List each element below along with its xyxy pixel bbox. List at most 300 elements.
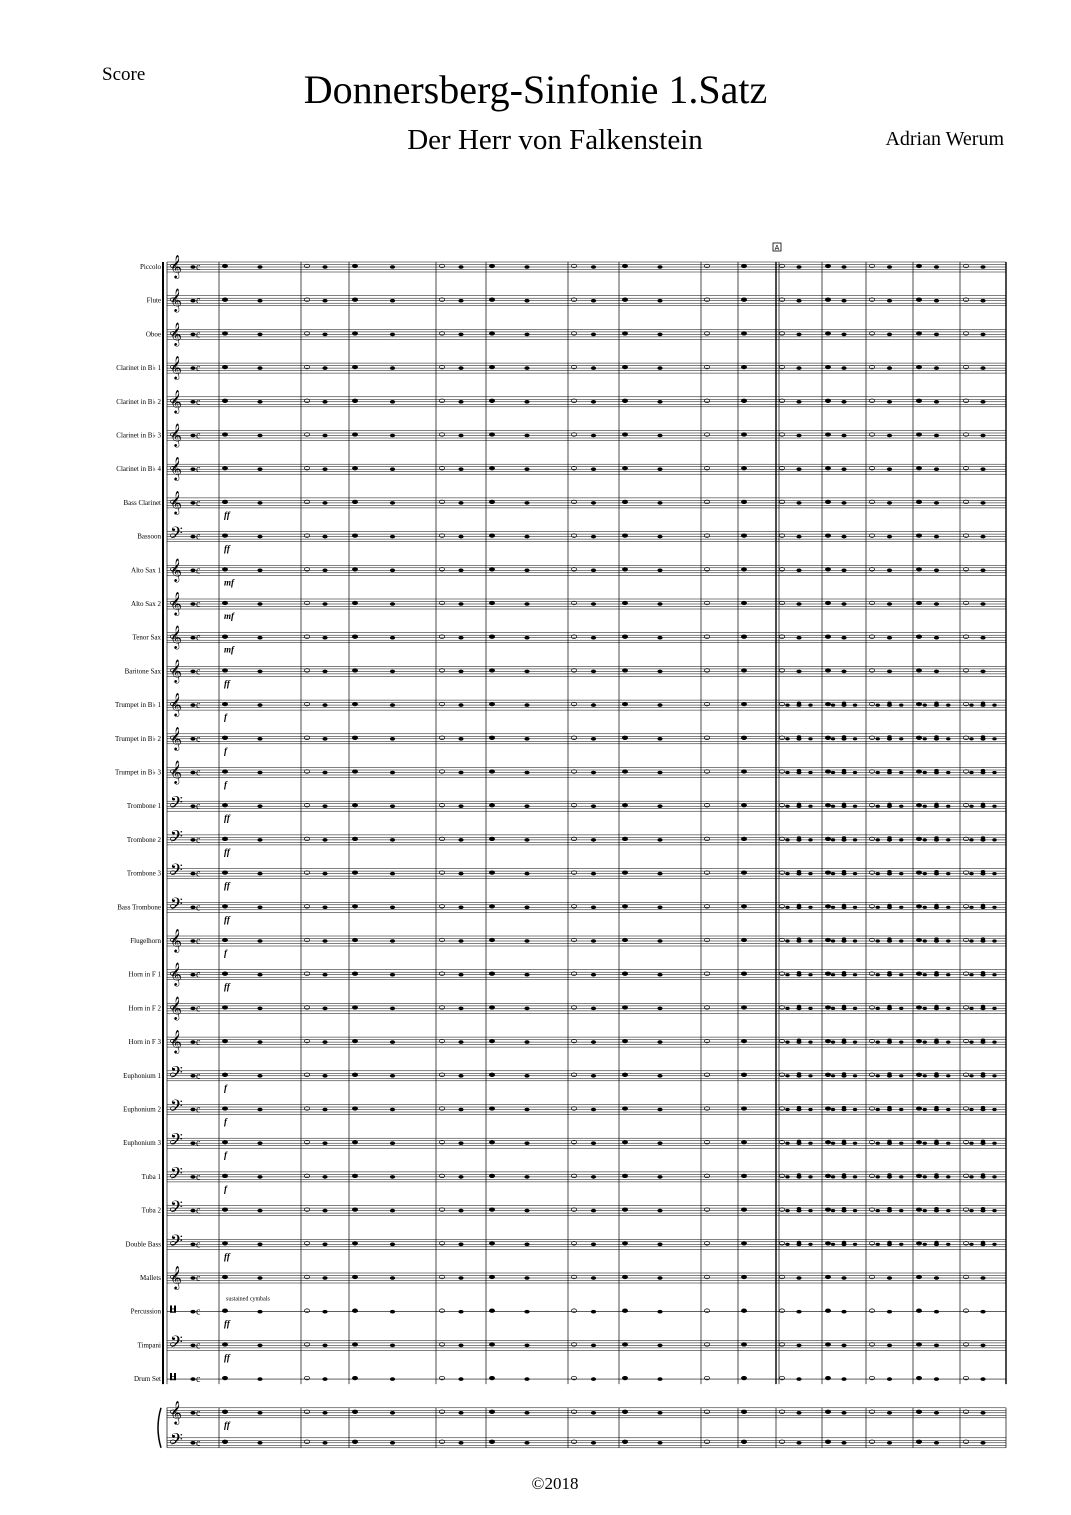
instrument-name: Euphonium 1 <box>123 1071 161 1080</box>
note-head <box>785 1074 789 1077</box>
note-head <box>489 938 494 942</box>
note-head <box>946 1142 950 1145</box>
note-head <box>524 1074 529 1078</box>
note-head <box>980 333 985 337</box>
note-head <box>797 1140 801 1143</box>
note-head <box>190 1243 195 1247</box>
note-head <box>842 836 846 839</box>
note-head <box>741 1006 746 1010</box>
dynamic-marking: f <box>224 712 227 723</box>
note-head <box>458 569 463 573</box>
note-head <box>489 500 494 504</box>
note-head <box>489 466 494 470</box>
note-head <box>853 906 857 909</box>
note-head <box>190 1007 195 1011</box>
note-head <box>916 298 921 302</box>
note-head <box>946 805 950 808</box>
clef-icon: 𝄞 <box>170 388 182 413</box>
note-head <box>622 601 627 605</box>
note-head <box>390 1411 395 1415</box>
note-head <box>980 1344 985 1348</box>
note-head <box>981 1039 985 1042</box>
note-head <box>741 1309 746 1313</box>
note-head <box>390 1377 395 1381</box>
note-head <box>352 635 357 639</box>
note-head <box>591 1108 596 1112</box>
note-head <box>934 1241 938 1244</box>
note-head <box>796 602 801 606</box>
note-head <box>524 636 529 640</box>
note-head <box>831 1209 835 1212</box>
note-head <box>887 400 892 404</box>
note-head <box>934 366 939 370</box>
note-head <box>797 803 801 806</box>
note-head <box>741 871 746 875</box>
note-head <box>934 803 938 806</box>
instrument-name: Trumpet in B♭ 1 <box>114 701 161 710</box>
note-head <box>916 1309 921 1313</box>
clef-icon: 𝄢 <box>170 522 183 547</box>
note-head <box>887 1344 892 1348</box>
note-head <box>322 906 327 910</box>
note-head <box>981 1207 985 1210</box>
note-head <box>390 1209 395 1213</box>
note-head <box>934 1072 938 1075</box>
note-head <box>458 771 463 775</box>
note-head <box>831 906 835 909</box>
note-head <box>934 971 938 974</box>
note-head <box>489 736 494 740</box>
note-head <box>622 1376 627 1380</box>
note-head <box>741 534 746 538</box>
note-head <box>390 1276 395 1280</box>
note-head <box>458 1411 463 1415</box>
note-head <box>797 836 801 839</box>
note-head <box>831 1243 835 1246</box>
note-head <box>257 1175 262 1179</box>
note-head <box>222 1275 227 1279</box>
time-signature: c <box>196 599 201 610</box>
note-head <box>657 670 662 674</box>
note-head <box>992 1074 996 1077</box>
dynamic-marking: ff <box>224 509 230 520</box>
note-head <box>591 1074 596 1078</box>
note-head <box>969 838 973 841</box>
note-head <box>796 366 801 370</box>
note-head <box>190 299 195 303</box>
note-head <box>591 1441 596 1445</box>
note-head <box>322 434 327 438</box>
note-head <box>841 400 846 404</box>
note-head <box>741 1275 746 1279</box>
note-head <box>190 1141 195 1145</box>
note-head <box>458 838 463 842</box>
note-head <box>741 1107 746 1111</box>
note-head <box>796 636 801 640</box>
instrument-name: Trombone 3 <box>126 869 161 878</box>
note-head <box>876 1074 880 1077</box>
note-head <box>657 467 662 471</box>
note-head <box>992 838 996 841</box>
instrument-name: Clarinet in B♭ 4 <box>116 465 161 474</box>
note-head <box>622 1343 627 1347</box>
note-head <box>352 1039 357 1043</box>
dynamic-marking: f <box>224 1150 227 1161</box>
note-head <box>390 636 395 640</box>
note-head <box>981 1241 985 1244</box>
note-head <box>808 771 812 774</box>
note-head <box>322 265 327 269</box>
note-head <box>923 1209 927 1212</box>
note-head <box>825 938 830 942</box>
time-signature: c <box>196 1437 201 1449</box>
note-head <box>390 265 395 269</box>
note-head <box>524 939 529 943</box>
note-head <box>458 434 463 438</box>
note-head <box>322 467 327 471</box>
time-signature: c <box>196 464 201 476</box>
note-head <box>622 1410 627 1414</box>
note-head <box>876 1108 880 1111</box>
note-head <box>969 704 973 707</box>
page-subtitle: Der Herr von Falkenstein <box>407 124 703 156</box>
note-head <box>322 1040 327 1044</box>
note-head <box>841 467 846 471</box>
note-head <box>916 1376 921 1380</box>
note-head <box>796 1310 801 1314</box>
note-head <box>591 1040 596 1044</box>
note-head <box>785 805 789 808</box>
note-head <box>390 939 395 943</box>
note-head <box>524 973 529 977</box>
note-head <box>222 1107 227 1111</box>
clef-icon: 𝄞 <box>170 658 182 683</box>
note-head <box>257 366 262 370</box>
note-head <box>390 1344 395 1348</box>
note-head <box>352 803 357 807</box>
note-head <box>190 1310 195 1314</box>
note-head <box>841 1310 846 1314</box>
note-head <box>190 602 195 606</box>
note-head <box>887 1106 891 1109</box>
note-head <box>591 501 596 505</box>
clef-icon: 𝄞 <box>170 961 182 986</box>
note-head <box>741 837 746 841</box>
note-head <box>458 670 463 674</box>
time-signature: c <box>196 1340 201 1352</box>
note-head <box>825 568 830 572</box>
note-head <box>992 771 996 774</box>
dynamic-marking: ff <box>224 914 230 925</box>
clef-icon: 𝄞 <box>170 489 182 514</box>
note-head <box>934 735 938 738</box>
note-head <box>741 466 746 470</box>
note-head <box>934 769 938 772</box>
note-head <box>876 1041 880 1044</box>
note-head <box>808 737 812 740</box>
note-head <box>853 1108 857 1111</box>
note-head <box>916 601 921 605</box>
note-head <box>831 973 835 976</box>
time-signature: c <box>196 666 201 678</box>
note-head <box>741 1242 746 1246</box>
note-head <box>591 299 596 303</box>
note-head <box>946 771 950 774</box>
note-head <box>887 467 892 471</box>
clef-icon: 𝄢 <box>170 792 183 817</box>
note-head <box>352 837 357 841</box>
note-head <box>741 298 746 302</box>
note-head <box>841 1344 846 1348</box>
note-head <box>352 500 357 504</box>
dynamic-marking: ff <box>224 1352 230 1363</box>
note-head <box>853 805 857 808</box>
note-head <box>489 264 494 268</box>
note-head <box>887 1072 891 1075</box>
note-head <box>352 770 357 774</box>
dynamic-marking: f <box>224 1082 227 1093</box>
clef-icon: 𝄞 <box>170 759 182 784</box>
note-head <box>657 804 662 808</box>
note-head <box>622 433 627 437</box>
note-head <box>352 534 357 538</box>
clef-icon: 𝄞 <box>170 1265 182 1289</box>
note-head <box>352 601 357 605</box>
note-head <box>489 803 494 807</box>
note-head <box>899 1108 903 1111</box>
note-head <box>390 1040 395 1044</box>
note-head <box>992 704 996 707</box>
dynamic-marking: ff <box>224 678 230 689</box>
instrument-name: Horn in F 2 <box>128 1004 161 1013</box>
note-head <box>352 1410 357 1414</box>
note-head <box>489 568 494 572</box>
note-head <box>916 433 921 437</box>
note-head <box>190 501 195 505</box>
note-head <box>899 1007 903 1010</box>
note-head <box>222 1343 227 1347</box>
note-head <box>899 1142 903 1145</box>
clef-icon: 𝄞 <box>170 422 182 447</box>
note-head <box>934 937 938 940</box>
note-head <box>825 669 830 673</box>
note-head <box>981 702 985 705</box>
note-head <box>257 838 262 842</box>
note-head <box>390 1310 395 1314</box>
note-head <box>934 265 939 269</box>
note-head <box>657 1377 662 1381</box>
dynamic-marking: f <box>224 745 227 756</box>
note-head <box>591 602 596 606</box>
note-head <box>222 972 227 976</box>
dynamic-marking: ff <box>224 1318 230 1329</box>
note-head <box>657 333 662 337</box>
note-head <box>190 467 195 471</box>
instrument-name: Trumpet in B♭ 2 <box>114 734 161 743</box>
note-head <box>524 1209 529 1213</box>
note-head <box>825 1309 830 1313</box>
note-head <box>322 1243 327 1247</box>
note-head <box>887 265 892 269</box>
note-head <box>322 737 327 741</box>
note-head <box>390 906 395 910</box>
note-head <box>797 971 801 974</box>
note-head <box>390 434 395 438</box>
note-head <box>390 838 395 842</box>
note-head <box>934 836 938 839</box>
note-head <box>257 1209 262 1213</box>
note-head <box>916 635 921 639</box>
note-head <box>797 1241 801 1244</box>
note-head <box>899 704 903 707</box>
note-head <box>923 1243 927 1246</box>
dynamic-marking: f <box>224 948 227 958</box>
note-head <box>785 704 789 707</box>
clef-icon: 𝄞 <box>170 254 182 278</box>
note-head <box>741 601 746 605</box>
note-head <box>322 670 327 674</box>
note-head <box>352 1006 357 1010</box>
composer: Adrian Werum <box>885 128 1004 150</box>
note-head <box>797 904 801 907</box>
note-head <box>352 871 357 875</box>
clef-icon: 𝄞 <box>170 557 182 582</box>
note-head <box>190 1209 195 1213</box>
time-signature: c <box>196 295 201 307</box>
note-head <box>980 1310 985 1314</box>
note-head <box>980 501 985 505</box>
note-head <box>390 366 395 370</box>
note-head <box>657 1441 662 1445</box>
note-head <box>390 771 395 775</box>
note-head <box>934 670 939 674</box>
note-head <box>190 1108 195 1112</box>
note-head <box>390 400 395 404</box>
note-head <box>591 670 596 674</box>
note-head <box>916 534 921 538</box>
note-head <box>458 467 463 471</box>
note-head <box>622 905 627 909</box>
note-head <box>591 737 596 741</box>
note-head <box>390 1007 395 1011</box>
note-head <box>946 838 950 841</box>
note-head <box>916 500 921 504</box>
instrument-name: Tenor Sax <box>132 633 161 642</box>
instrument-name: Tuba 1 <box>141 1172 161 1181</box>
clef-icon: 𝄞 <box>170 995 182 1020</box>
note-head <box>969 737 973 740</box>
note-head <box>322 366 327 370</box>
note-head <box>876 1243 880 1246</box>
note-head <box>841 569 846 573</box>
note-head <box>390 1175 395 1179</box>
note-head <box>458 299 463 303</box>
note-head <box>622 736 627 740</box>
note-head <box>322 939 327 943</box>
note-head <box>899 973 903 976</box>
note-head <box>946 737 950 740</box>
note-head <box>489 601 494 605</box>
note-head <box>887 333 892 337</box>
clef-icon: 𝄞 <box>170 1029 182 1054</box>
time-signature: c <box>196 1138 201 1150</box>
clef-icon: 𝄢 <box>170 1095 183 1120</box>
copyright: ©2018 <box>531 1474 579 1493</box>
note-head <box>591 1344 596 1348</box>
note-head <box>916 1073 921 1077</box>
note-head <box>622 1208 627 1212</box>
note-head <box>489 1140 494 1144</box>
note-head <box>591 333 596 337</box>
note-head <box>934 1140 938 1143</box>
note-head <box>524 1377 529 1381</box>
time-signature: c <box>196 1003 201 1015</box>
note-head <box>622 1174 627 1178</box>
note-head <box>797 702 801 705</box>
instrument-name: Clarinet in B♭ 1 <box>116 364 161 373</box>
note-head <box>322 1108 327 1112</box>
note-head <box>222 736 227 740</box>
note-head <box>741 568 746 572</box>
instrument-name: Flute <box>146 296 161 305</box>
dynamic-marking: f <box>224 1116 227 1127</box>
note-head <box>622 1275 627 1279</box>
note-head <box>946 704 950 707</box>
note-head <box>352 972 357 976</box>
clef-icon: 𝄞 <box>170 355 182 380</box>
note-head <box>842 971 846 974</box>
dynamic-marking: ff <box>224 1251 230 1262</box>
note-head <box>842 1039 846 1042</box>
note-head <box>190 906 195 910</box>
instrument-name: Tuba 2 <box>141 1206 161 1215</box>
note-head <box>222 702 227 706</box>
note-head <box>257 434 262 438</box>
clef-icon: 𝄢 <box>170 1061 183 1086</box>
note-head <box>222 534 227 538</box>
note-head <box>808 805 812 808</box>
note-head <box>831 805 835 808</box>
note-head <box>741 938 746 942</box>
note-head <box>222 635 227 639</box>
note-head <box>257 737 262 741</box>
clef-icon: 𝄢 <box>170 893 183 918</box>
note-head <box>825 433 830 437</box>
note-head <box>190 1377 195 1381</box>
note-head <box>390 804 395 808</box>
note-head <box>352 1309 357 1313</box>
note-head <box>352 433 357 437</box>
note-head <box>887 569 892 573</box>
note-head <box>853 1074 857 1077</box>
note-head <box>591 771 596 775</box>
instrument-name: Drum Set <box>133 1375 161 1384</box>
note-head <box>524 535 529 539</box>
note-head <box>622 1440 627 1444</box>
note-head <box>934 904 938 907</box>
note-head <box>923 1142 927 1145</box>
note-head <box>887 1140 891 1143</box>
note-head <box>831 1142 835 1145</box>
note-head <box>489 1242 494 1246</box>
note-head <box>741 905 746 909</box>
note-head <box>916 938 921 942</box>
time-signature: c <box>196 363 201 375</box>
note-head <box>657 1040 662 1044</box>
note-head <box>916 399 921 403</box>
note-head <box>352 1073 357 1077</box>
note-head <box>622 365 627 369</box>
